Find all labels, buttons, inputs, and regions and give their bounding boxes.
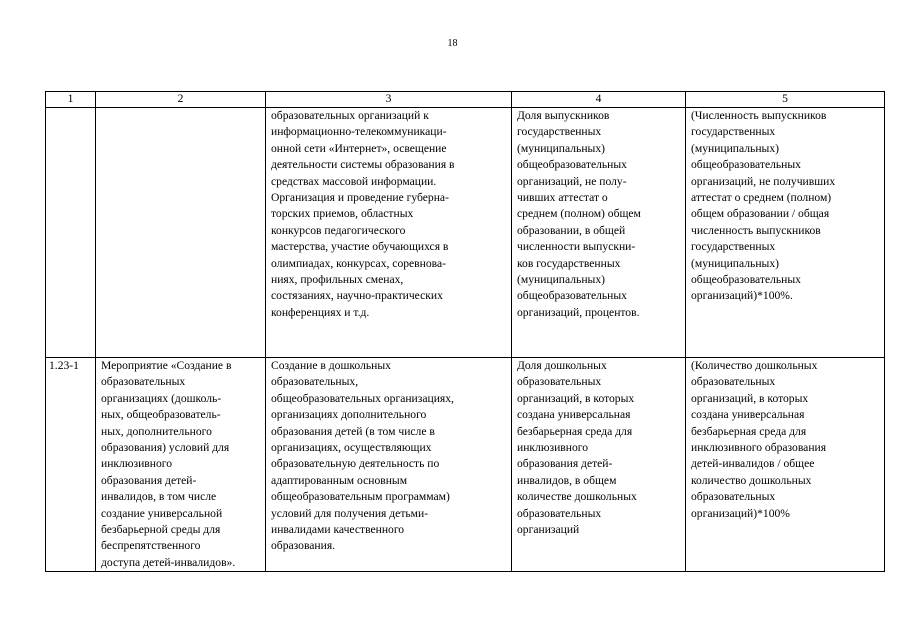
text-line: безбарьерная среда для xyxy=(517,424,633,438)
text-line: условий для получения детьми- xyxy=(271,506,429,520)
text-line: образовательных организаций к xyxy=(271,109,429,122)
text-line: мастерства, участие обучающихся в xyxy=(271,240,449,254)
text-line: ных, дополнительного xyxy=(101,424,212,438)
text-line: инклюзивного xyxy=(101,457,173,471)
text-line: детей-инвалидов / общее xyxy=(691,457,815,471)
measure-cell xyxy=(96,108,266,358)
text-line: общем образовании / общая xyxy=(691,207,830,221)
text-line: образовании, в общей xyxy=(517,223,626,237)
table-row xyxy=(46,358,885,572)
text-line: организациях, осуществляющих xyxy=(271,441,432,455)
text-line: государственных xyxy=(691,240,776,254)
text-line: общеобразовательных xyxy=(691,273,801,287)
text-line: количество дошкольных xyxy=(691,473,812,487)
row-number-cell: 1.23-1 xyxy=(46,358,96,572)
text-line: инклюзивного образования xyxy=(691,441,827,455)
text-line: образовательных xyxy=(691,375,776,389)
text-line: ниях, профильных сменах, xyxy=(271,273,404,287)
text-line: ков государственных xyxy=(517,256,621,270)
text-line: Мероприятие «Создание в xyxy=(101,359,232,372)
text-line: безбарьерная среда для xyxy=(691,424,807,438)
header-col-5: 5 xyxy=(686,92,885,108)
text-line: общеобразовательных xyxy=(517,289,627,303)
indicator-cell xyxy=(512,358,686,572)
text-line: ных, общеобразователь- xyxy=(101,408,221,422)
content-cell xyxy=(266,358,512,572)
header-col-3: 3 xyxy=(266,92,512,108)
text-line: средствах массовой информации. xyxy=(271,174,437,188)
text-line: численности выпускни- xyxy=(517,240,636,254)
row-number-cell xyxy=(46,108,96,358)
text-line: общеобразовательных xyxy=(517,158,627,172)
text-line: образовательных xyxy=(517,506,602,520)
text-line: количестве дошкольных xyxy=(517,490,637,504)
text-line: торских приемов, областных xyxy=(271,207,414,221)
text-line: образовательных xyxy=(101,375,186,389)
text-line: состязаниях, научно-практических xyxy=(271,289,443,303)
text-line: (муниципальных) xyxy=(517,141,605,155)
content-cell xyxy=(266,108,512,358)
text-line: организаций, в которых xyxy=(691,391,809,405)
text-line: государственных xyxy=(691,125,776,139)
text-line: образования детей- xyxy=(517,457,613,471)
text-line: создана универсальная xyxy=(691,408,805,422)
text-line: организаций xyxy=(517,523,580,537)
header-col-2: 2 xyxy=(96,92,266,108)
text-line: образования. xyxy=(271,539,336,553)
table-row xyxy=(46,108,885,358)
text-line: инвалидами качественного xyxy=(271,523,405,537)
text-line: создана универсальная xyxy=(517,408,631,422)
text-line: образовательных xyxy=(517,375,602,389)
text-line: организаций, не получивших xyxy=(691,174,836,188)
text-line: адаптированным основным xyxy=(271,473,408,487)
text-line: организациях (дошколь- xyxy=(101,391,222,405)
text-line: инклюзивного xyxy=(517,441,589,455)
text-line: чивших аттестат о xyxy=(517,191,608,205)
text-line: аттестат о среднем (полном) xyxy=(691,191,832,205)
text-line: организациях дополнительного xyxy=(271,408,427,422)
document-table xyxy=(45,91,885,572)
text-line: организаций)*100% xyxy=(691,506,790,520)
text-line: конференциях и т.д. xyxy=(271,305,370,319)
formula-cell xyxy=(686,108,885,358)
text-line: общеобразовательным программам) xyxy=(271,490,450,504)
text-line: общеобразовательных организациях, xyxy=(271,391,454,405)
text-line: организаций, в которых xyxy=(517,391,635,405)
header-col-4: 4 xyxy=(512,92,686,108)
text-line: создание универсальной xyxy=(101,506,223,520)
text-line: конкурсов педагогического xyxy=(271,223,406,237)
text-line: безбарьерной среды для xyxy=(101,523,221,537)
text-line: инвалидов, в том числе xyxy=(101,490,217,504)
text-line: образования детей- xyxy=(101,473,197,487)
text-line: образовательных, xyxy=(271,375,359,389)
text-line: численность выпускников xyxy=(691,223,821,237)
text-line: Создание в дошкольных xyxy=(271,359,391,372)
text-line: доступа детей-инвалидов». xyxy=(101,555,236,569)
header-col-1: 1 xyxy=(46,92,96,108)
text-line: олимпиадах, конкурсах, соревнова- xyxy=(271,256,446,270)
text-line: образовательную деятельность по xyxy=(271,457,440,471)
text-line: среднем (полном) общем xyxy=(517,207,641,221)
text-line: образования детей (в том числе в xyxy=(271,424,435,438)
text-line: Доля выпускников xyxy=(517,109,610,122)
header-row xyxy=(46,92,885,108)
text-line: общеобразовательных xyxy=(691,158,801,172)
page-number: 18 xyxy=(447,38,458,49)
text-line: деятельности системы образования в xyxy=(271,158,455,172)
text-line: образовательных xyxy=(691,490,776,504)
text-line: Доля дошкольных xyxy=(517,359,607,372)
text-line: организаций, не полу- xyxy=(517,174,627,188)
text-line: (муниципальных) xyxy=(517,273,605,287)
text-line: организаций)*100%. xyxy=(691,289,793,303)
text-line: образования) условий для xyxy=(101,441,230,455)
indicator-cell xyxy=(512,108,686,358)
text-line: онной сети «Интернет», освещение xyxy=(271,141,447,155)
text-line: Организация и проведение губерна- xyxy=(271,191,449,205)
text-line: (муниципальных) xyxy=(691,256,779,270)
text-line: государственных xyxy=(517,125,602,139)
text-line: (муниципальных) xyxy=(691,141,779,155)
text-line: беспрепятственного xyxy=(101,539,201,553)
text-line: (Количество дошкольных xyxy=(691,359,818,372)
measure-cell xyxy=(96,358,266,572)
text-line: (Численность выпускников xyxy=(691,109,827,122)
text-line: информационно-телекоммуникаци- xyxy=(271,125,447,139)
text-line: инвалидов, в общем xyxy=(517,473,617,487)
text-line: организаций, процентов. xyxy=(517,305,640,319)
formula-cell xyxy=(686,358,885,572)
